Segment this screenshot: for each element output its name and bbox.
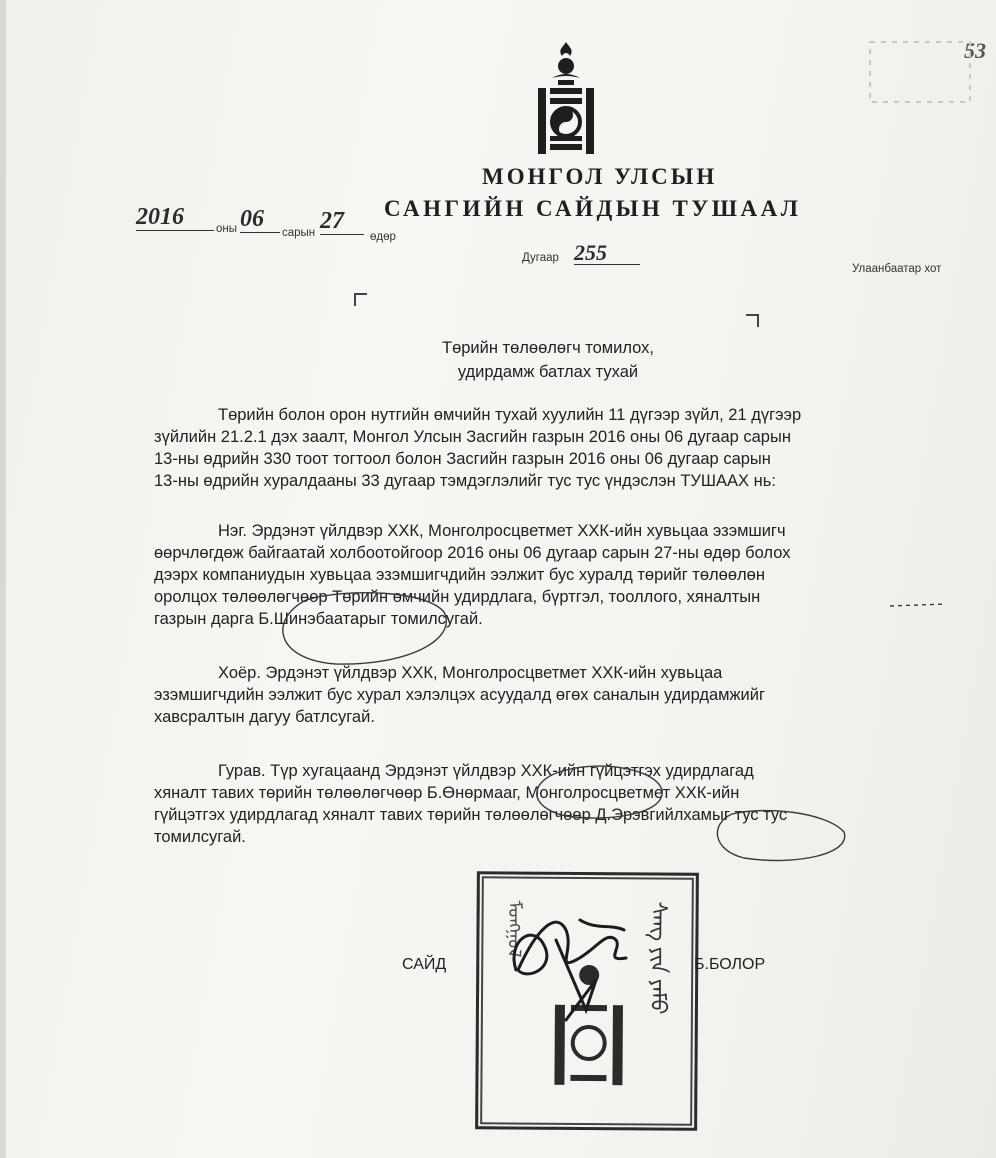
intro-line: зүйлийн 21.2.1 дэх заалт, Монгол Улсын Засгийн газрын 2016 оны 06 дугаар сарын: [154, 428, 791, 446]
date-month-suffix: сарын: [282, 227, 316, 239]
city: Улаанбаатар хот: [852, 263, 942, 275]
title-line-1: МОНГОЛ УЛСЫН: [482, 164, 718, 189]
date-month: 06: [240, 206, 280, 233]
item-one-line: дээрх компаниудын хувьцаа эзэмшигчдийн ээлжит бус хуралд төрийг төлөөлөн: [154, 566, 765, 584]
title-line-2: САНГИЙН САЙДЫН ТУШААЛ: [384, 196, 802, 221]
date-day-suffix: өдөр: [370, 231, 396, 243]
item-one-line: газрын дарга Б.Шинэбаатарыг томилсугай.: [154, 610, 483, 628]
intro-line: 13-ны өдрийн хуралдааны 33 дугаар тэмдэглэлийг тус тус үндэслэн ТУШААХ нь:: [154, 472, 776, 490]
item-one-line: оролцох төлөөлөгчөөр Төрийн өмчийн удирдлага, бүртгэл, тооллого, хяналтын: [154, 588, 761, 606]
item-three-line: Гурав. Түр хугацаанд Эрдэнэт үйлдвэр ХХК-ийн гүйцэтгэх удирдлагад: [218, 762, 754, 780]
annotation-circle-unurmaa: [537, 766, 662, 818]
item-one-line: Нэг. Эрдэнэт үйлдвэр ХХК, Монголросцветмет ХХК-ийн хувьцаа эзэмшигч: [218, 522, 786, 540]
annotation-dash: [890, 604, 946, 606]
date-year: 2016: [136, 204, 214, 231]
intro-line: Төрийн болон орон нутгийн өмчийн тухай хуулийн 11 дүгээр зүйл, 21 дүгээр: [218, 406, 802, 424]
document-page: [6, 0, 996, 1158]
heading-line-2: удирдамж батлах тухай: [457, 363, 639, 381]
item-three-line: томилсугай.: [154, 828, 246, 846]
number-value: 255: [574, 240, 640, 265]
number-label: Дугаар: [522, 252, 559, 264]
item-three-line: гүйцэтгэх удирдлагад хяналт тавих төрийн төлөөлөгчөөр Д.Эрэвгийлхамыг тус тус: [154, 806, 788, 824]
date-day: 27: [320, 208, 364, 235]
handwritten-signature: [496, 900, 646, 1030]
item-two-line: эзэмшигчдийн ээлжит бус хурал хэлэлцэх асуудалд өгөх саналын удирдамжийг: [154, 686, 765, 704]
seal-script-right: ᠰᠠᠩ ᠶᠢᠨ ᠶᠠᠮᠤ: [645, 901, 672, 1015]
signer-name: Б.БОЛОР: [694, 956, 766, 973]
item-two-line: Хоёр. Эрдэнэт үйлдвэр ХХК, Монголросцветмет ХХК-ийн хувьцаа: [218, 664, 723, 682]
annotation-circle-erevgiilkham: [717, 811, 844, 861]
item-three-line: хяналт тавих төрийн төлөөлөгчөөр Б.Өнөрмааг, Монголросцветмет ХХК-ийн: [154, 784, 740, 802]
item-one-line: өөрчлөгдөж байгаатай холбоотойгоор 2016 оны 06 дугаар сарын 27-ны өдөр болох: [154, 544, 791, 562]
annotation-circle-shinebaatar: [283, 593, 446, 664]
intro-line: 13-ны өдрийн 330 тоот тогтоол болон Засгийн газрын 2016 оны 06 дугаар сарын: [154, 450, 771, 468]
signer-title: САЙД: [402, 956, 447, 973]
item-two-line: хавсралтын дагуу батлсугай.: [154, 708, 375, 726]
date-year-suffix: оны: [216, 223, 238, 235]
corner-mark: 53: [964, 38, 986, 63]
heading-line-1: Төрийн төлөөлөгч томилох,: [441, 339, 655, 357]
seal-script-left: ᠮᠣᠩᠭᠣᠯ: [504, 900, 525, 958]
